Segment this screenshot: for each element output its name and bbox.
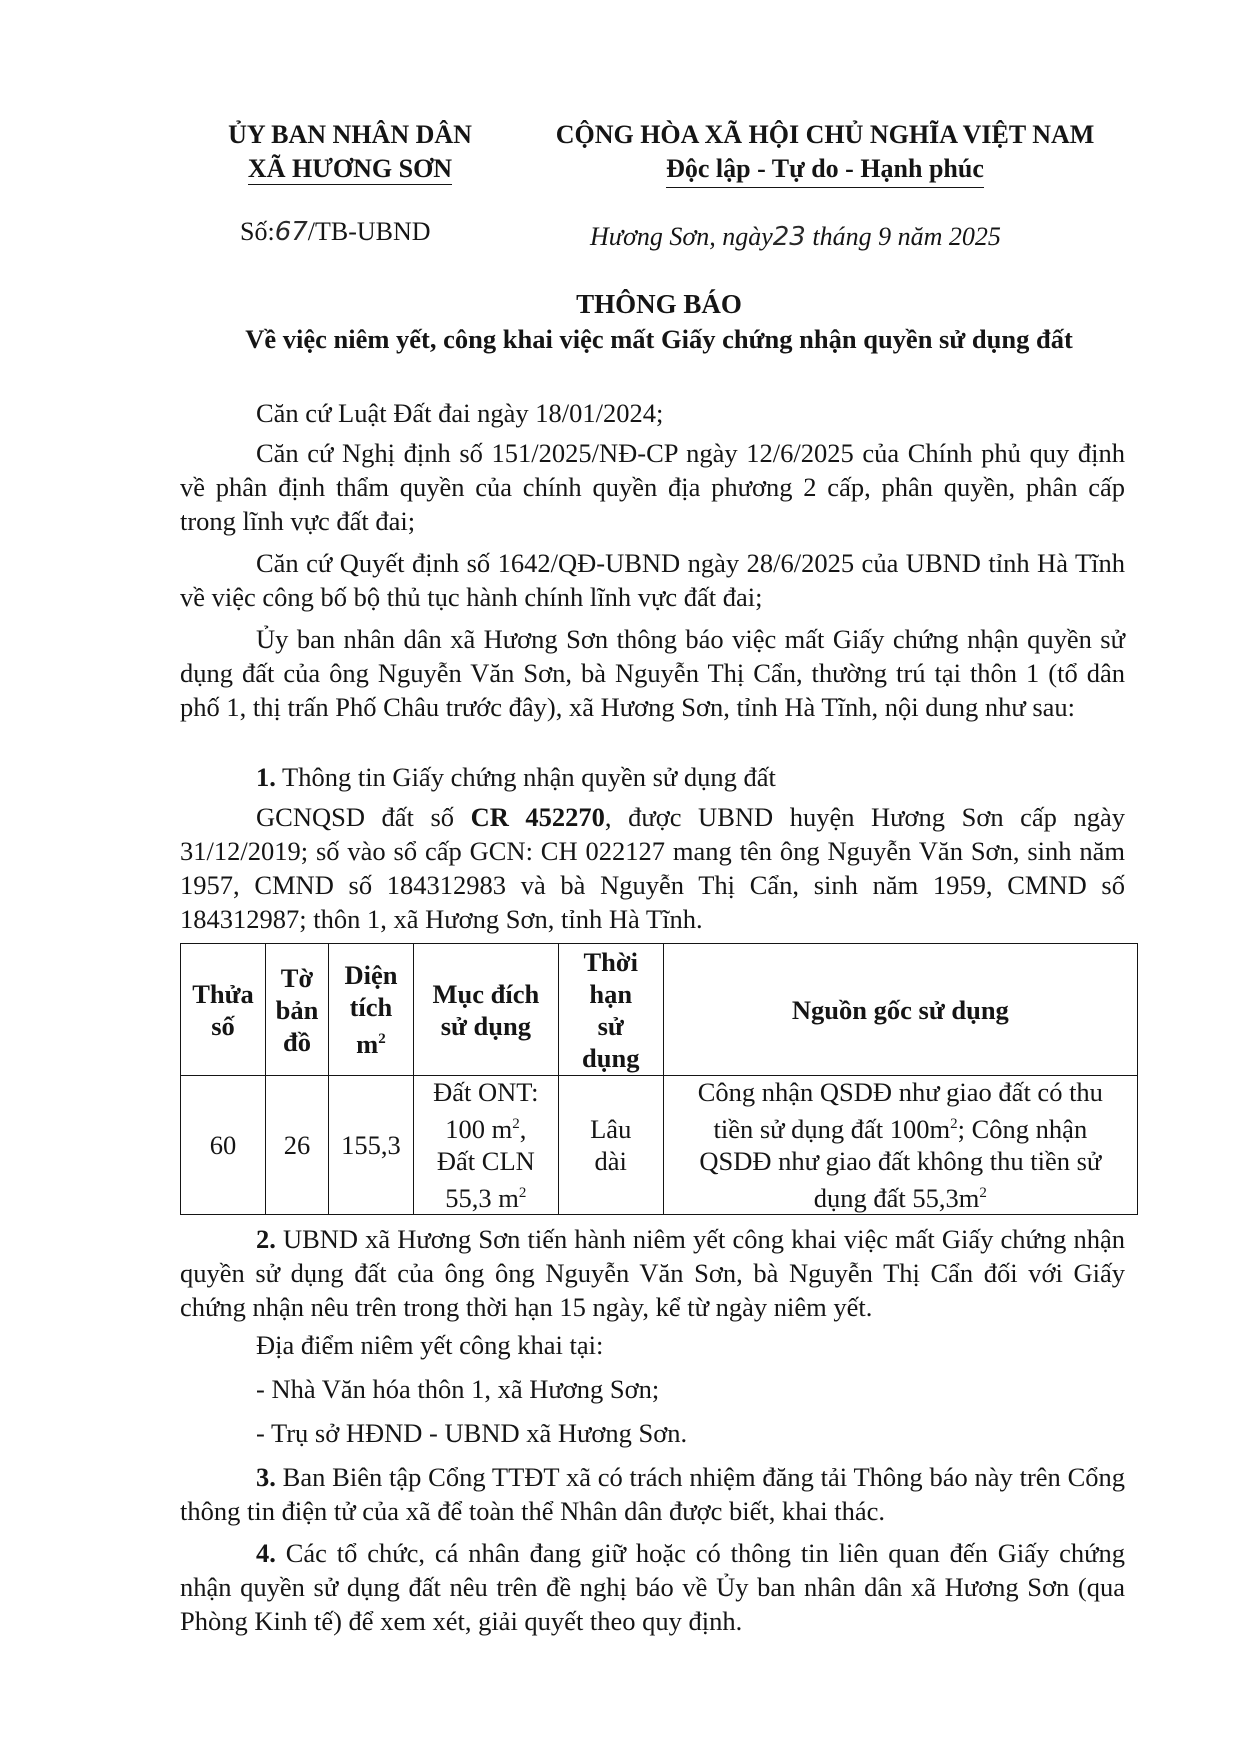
col-land-use-purpose: Mục đích sử dụng [413,944,558,1076]
posting-location-1: - Nhà Văn hóa thôn 1, xã Hương Sơn; [256,1374,660,1404]
issuer-line-1: ỦY BAN NHÂN DÂN [228,120,472,149]
col-map-sheet: Tờ bản đồ [265,944,328,1076]
section-3: 3. Ban Biên tập Cổng TTĐT xã có trách nhiệm đăng tải Thông báo này trên Cổng thông tin điện tử của xã để toàn thể Nhân dân được biết, khai thác. [180,1462,1125,1526]
land-parcel-table [180,943,1138,1215]
document-number: Số:67/TB-UBND [240,217,431,247]
cell-use-origin: Công nhận QSDĐ như giao đất có thu tiền sử dụng đất $100m^2$; Công nhận QSDĐ như giao đất không thu tiền sử dụng đất $55,3m^2$ [663,1076,1137,1215]
cell-map-sheet: 26 [265,1076,328,1215]
cell-use-term: Lâu dài [558,1076,663,1215]
table-row [181,1076,1138,1215]
col-use-origin: Nguồn gốc sử dụng [663,944,1137,1076]
certificate-details: GCNQSD đất số CR 452270, được UBND huyện Hương Sơn cấp ngày 31/12/2019; số vào sổ cấp GCN: CH 022127 mang tên ông Nguyễn Văn Sơn, sinh năm 1957, CMND số 184312983 và bà Nguyễn Thị Cẩn, sinh năm 1959, CMND số 184312987; thôn 1, xã Hương Sơn, tỉnh Hà Tĩnh. [180,802,1125,934]
notice-subtitle: Về việc niêm yết, công khai việc mất Giấy chứng nhận quyền sử dụng đất [245,324,1073,354]
col-parcel-number: Thửa số [181,944,266,1076]
legal-basis-2: Căn cứ Nghị định số 151/2025/NĐ-CP ngày 12/6/2025 của Chính phủ quy định về phân định thẩm quyền của chính quyền địa phương 2 cấp, phân quyền, phân cấp trong lĩnh vực đất đai; [180,438,1125,536]
notice-title: THÔNG BÁO [576,289,742,319]
posting-location-2: - Trụ sở HĐND - UBND xã Hương Sơn. [256,1418,688,1448]
cell-parcel-number: 60 [181,1076,266,1215]
legal-basis-1: Căn cứ Luật Đất đai ngày 18/01/2024; [256,398,664,428]
legal-basis-3: Căn cứ Quyết định số 1642/QĐ-UBND ngày 28/6/2025 của UBND tỉnh Hà Tĩnh về việc công bố bộ thủ tục hành chính lĩnh vực đất đai; [180,548,1125,612]
announcement-intro: Ủy ban nhân dân xã Hương Sơn thông báo việc mất Giấy chứng nhận quyền sử dụng đất của ông Nguyễn Văn Sơn, bà Nguyễn Thị Cẩn, thường trú tại thôn 1 (tổ dân phố 1, thị trấn Phố Châu trước đây), xã Hương Sơn, tỉnh Hà Tĩnh, nội dung như sau: [180,624,1125,722]
cell-land-use-purpose: Đất ONT: 100 $m^2$, Đất CLN 55,3 $m^2$ [413,1076,558,1215]
issuer-line-2: XÃ HƯƠNG SƠN [247,154,453,183]
col-use-term: Thời hạn sử dụng [558,944,663,1076]
country-name: CỘNG HÒA XÃ HỘI CHỦ NGHĨA VIỆT NAM [555,120,1095,149]
table-header-row [181,944,1138,1076]
motto: Độc lập - Tự do - Hạnh phúc [530,152,1120,186]
section-1-heading: 1. Thông tin Giấy chứng nhận quyền sử dụng đất [256,762,776,792]
handwritten-day: 23 [772,222,806,252]
section-4: 4. Các tổ chức, cá nhân đang giữ hoặc có thông tin liên quan đến Giấy chứng nhận quyền sử dụng đất nêu trên đề nghị báo về Ủy ban nhân dân xã Hương Sơn (qua Phòng Kinh tế) để xem xét, giải quyết theo quy định. [180,1538,1125,1636]
col-area: Diện tích $m^2$ [328,944,413,1076]
handwritten-number: 67 [274,217,308,247]
issuer-block [210,118,490,186]
section-2: 2. UBND xã Hương Sơn tiến hành niêm yết công khai việc mất Giấy chứng nhận quyền sử dụng đất của ông ông Nguyễn Văn Sơn, bà Nguyễn Thị Cẩn đối với Giấy chứng nhận nêu trên trong thời hạn 15 ngày, kể từ ngày niêm yết. [180,1224,1125,1322]
posting-locations-intro: Địa điểm niêm yết công khai tại: [256,1330,604,1360]
place-date: Hương Sơn, ngày23 tháng 9 năm 2025 [590,222,1001,252]
certificate-number: CR 452270 [470,802,605,832]
cell-area: 155,3 [328,1076,413,1215]
national-motto-block [530,118,1120,186]
